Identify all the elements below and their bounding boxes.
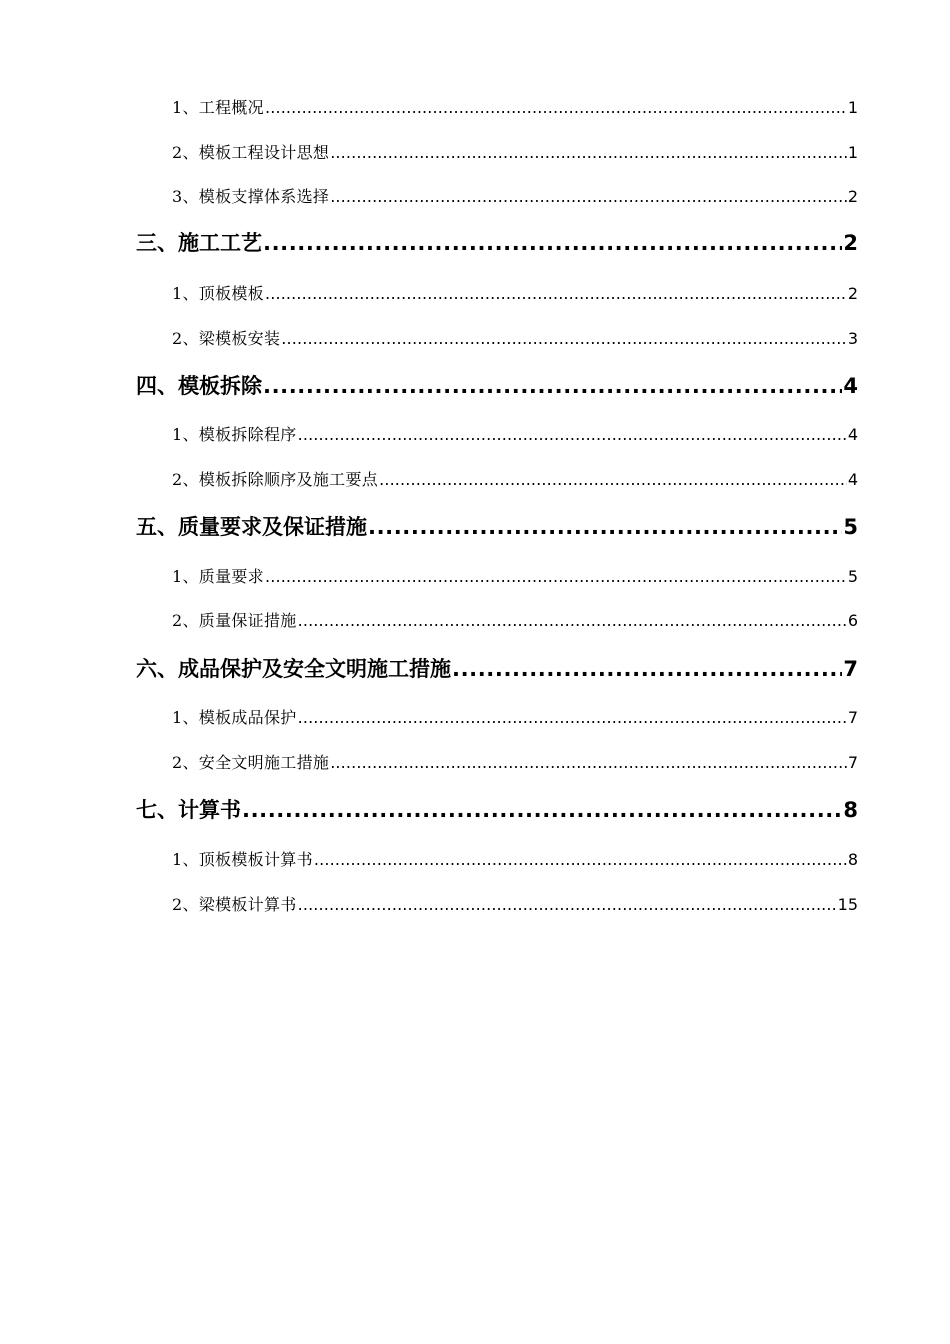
toc-entry-label: 2、梁模板计算书 [172,895,297,914]
toc-page-number: 1 [847,143,858,162]
toc-entry-quality-requirements[interactable] [172,566,858,588]
toc-leader-dots [263,229,842,257]
toc-page-number: 1 [847,98,858,117]
toc-entry-label: 1、工程概况 [172,98,264,117]
toc-leader-dots [263,372,842,400]
toc-heading-label: 三、施工工艺 [136,231,262,255]
toc-entry-safety-measures[interactable] [172,752,858,774]
toc-entry-label: 1、模板成品保护 [172,708,297,727]
toc-entry-label: 3、模板支撑体系选择 [172,187,330,206]
toc-entry-beam-calculation[interactable] [172,894,858,916]
toc-page-number: 4 [847,425,858,444]
toc-page-number: 4 [843,374,858,398]
toc-leader-dots [368,513,842,541]
toc-entry-label: 1、模板拆除程序 [172,425,297,444]
toc-leader-dots [265,283,847,305]
toc-heading-label: 五、质量要求及保证措施 [136,515,367,539]
toc-page-number: 8 [843,798,858,822]
toc-page-number: 7 [847,708,858,727]
toc-page-number: 2 [847,187,858,206]
toc-heading-label: 七、计算书 [136,798,241,822]
toc-page-number: 6 [847,611,858,630]
toc-leader-dots [298,894,837,916]
toc-entry-finished-protection[interactable] [172,707,858,729]
toc-entry-removal-procedure[interactable] [172,424,858,446]
toc-leader-dots [281,328,847,350]
toc-leader-dots [330,752,847,774]
toc-heading-formwork-removal[interactable] [136,372,858,400]
toc-heading-quality[interactable] [136,513,858,541]
toc-entry-label: 1、顶板模板计算书 [172,850,313,869]
toc-page-number: 5 [843,515,858,539]
toc-entry-label: 2、模板拆除顺序及施工要点 [172,470,379,489]
toc-leader-dots [298,424,847,446]
toc-heading-calculations[interactable] [136,796,858,824]
toc-page-number: 2 [843,231,858,255]
toc-entry-label: 2、梁模板安装 [172,329,281,348]
toc-entry-slab-calculation[interactable] [172,849,858,871]
toc-leader-dots [265,97,847,119]
toc-entry-engineering-overview[interactable] [172,97,858,119]
toc-page-number: 8 [847,850,858,869]
toc-heading-protection-safety[interactable] [136,655,858,683]
toc-heading-label: 六、成品保护及安全文明施工措施 [136,657,451,681]
toc-page-number: 2 [847,284,858,303]
toc-entry-beam-formwork-install[interactable] [172,328,858,350]
toc-entry-quality-measures[interactable] [172,610,858,632]
toc-page-number: 5 [847,567,858,586]
toc-entry-label: 1、质量要求 [172,567,264,586]
toc-page-number: 3 [847,329,858,348]
toc-leader-dots [330,186,847,208]
toc-leader-dots [298,707,847,729]
toc-leader-dots [452,655,842,683]
toc-page-number: 7 [847,753,858,772]
toc-page-number: 15 [837,895,858,914]
toc-leader-dots [330,142,847,164]
toc-entry-removal-sequence[interactable] [172,469,858,491]
toc-entry-label: 1、顶板模板 [172,284,264,303]
toc-entry-support-system[interactable] [172,186,858,208]
toc-leader-dots [242,796,842,824]
toc-heading-label: 四、模板拆除 [136,374,262,398]
toc-leader-dots [265,566,847,588]
toc-entry-slab-formwork[interactable] [172,283,858,305]
toc-page-number: 7 [843,657,858,681]
toc-entry-label: 2、模板工程设计思想 [172,143,330,162]
toc-leader-dots [298,610,847,632]
toc-page-number: 4 [847,470,858,489]
toc-entry-design-concept[interactable] [172,142,858,164]
toc-leader-dots [314,849,847,871]
toc-leader-dots [379,469,847,491]
toc-entry-label: 2、质量保证措施 [172,611,297,630]
toc-heading-construction-process[interactable] [136,229,858,257]
toc-entry-label: 2、安全文明施工措施 [172,753,330,772]
